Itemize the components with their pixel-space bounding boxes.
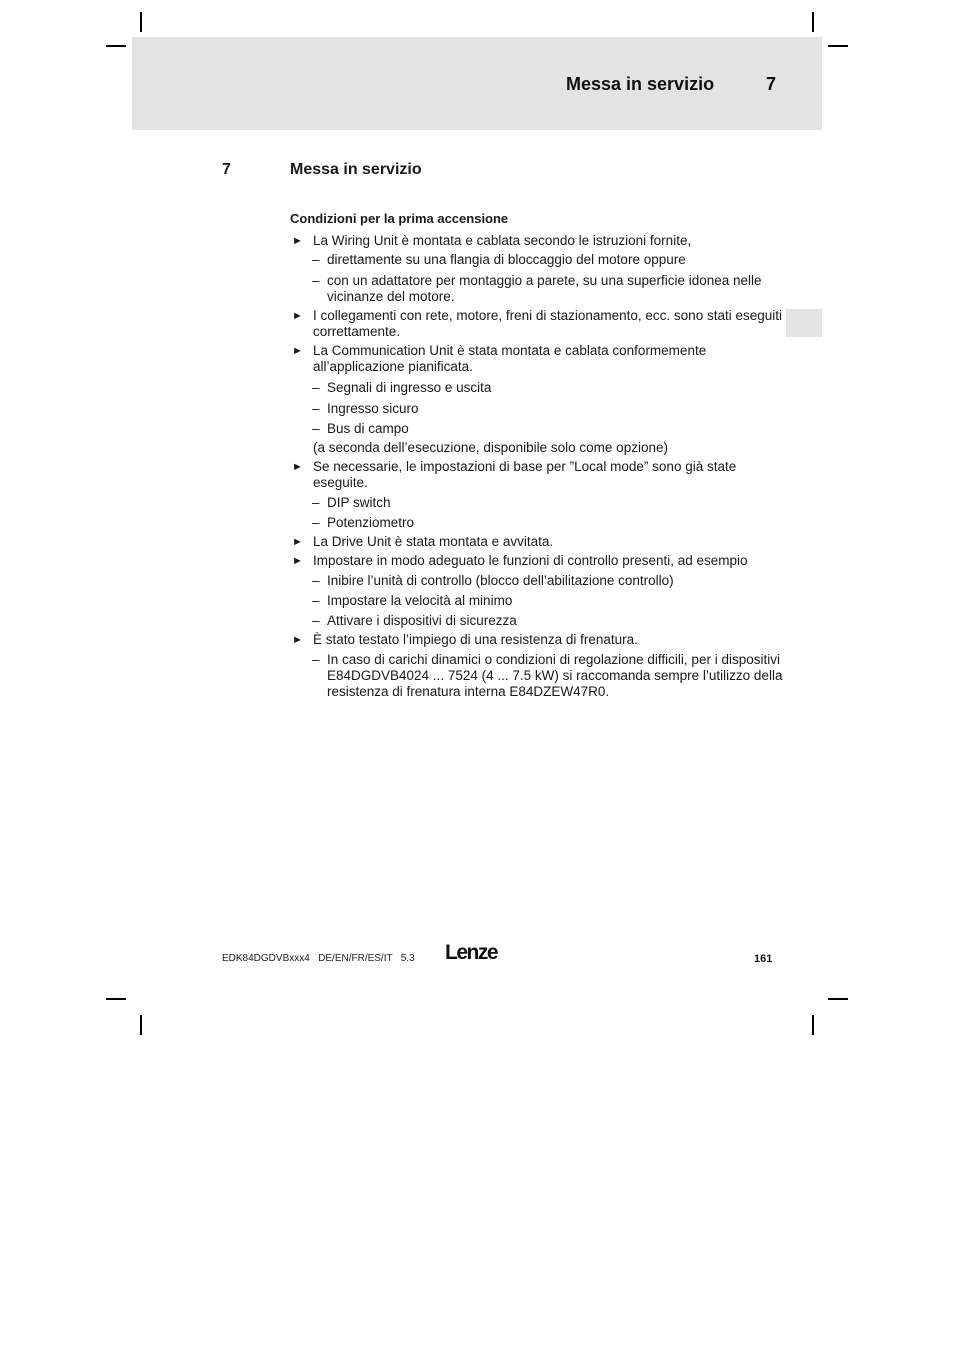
crop-mark [828,998,848,1000]
header-title: Messa in servizio [566,74,715,94]
list-item-text: Bus di campo [327,421,409,436]
list-item-dash [290,573,790,589]
list-item-dash [290,401,790,417]
crop-mark [106,998,126,1000]
header-chapter-number: 7 [766,74,777,94]
list-item-text: Potenziometro [327,515,415,530]
list-item-text: Ingresso sicuro [327,401,419,416]
dash-marker: – [312,380,320,395]
list-item-text: con un adattatore per montaggio a parete, su una superficie idonea nelle vicinanze del motore. [327,273,762,304]
list-item-dash [290,593,790,609]
list-item-text: I collegamenti con rete, motore, freni di stazionamento, ecc. sono stati eseguiti correttamente. [313,308,782,339]
dash-marker: – [312,652,320,667]
crop-mark [140,12,142,32]
footer-doc-code: EDK84DGDVBxxx4 DE/EN/FR/ES/IT 5.3 [222,953,415,964]
chapter-thumb-tab [786,309,822,337]
dash-marker: – [312,613,320,628]
page-number: 161 [754,953,773,965]
list-item-text: La Communication Unit è stata montata e cablata conformemente all’applicazione pianificata. [313,343,707,374]
list-item-note [290,440,790,456]
crop-mark [812,1015,814,1035]
list-item-dash [290,652,790,700]
section-title: Messa in servizio [290,161,422,178]
bullet-marker: ► [292,235,303,247]
crop-mark [106,45,126,47]
list-item-text: Impostare la velocità al minimo [327,593,513,608]
crop-mark [812,12,814,32]
bullet-marker: ► [292,536,303,548]
list-item-text: La Drive Unit è stata montata e avvitata. [313,534,554,549]
list-item-text: Impostare in modo adeguato le funzioni di controllo presenti, ad esempio [313,553,748,568]
list-item-bullet [290,534,790,550]
dash-marker: – [312,573,320,588]
list-item-text: In caso di carichi dinamici o condizioni di regolazione difficili, per i dispositivi E84DGDVB4024 ... 7524 (4 ... 7.5 kW) si raccomanda sempre l’utilizzo della resistenza di frenatura interna E84DZEW47R0. [327,652,783,699]
list-item-text: Inibire l’unità di controllo (blocco dell’abilitazione controllo) [327,573,674,588]
list-item-bullet [290,632,790,648]
list-item-dash [290,252,790,268]
list-item-dash [290,380,790,396]
dash-marker: – [312,273,320,288]
dash-marker: – [312,593,320,608]
list-item-text: La Wiring Unit è montata e cablata secondo le istruzioni fornite, [313,233,692,248]
list-item-text: Segnali di ingresso e uscita [327,380,492,395]
list-item-dash [290,421,790,437]
list-item-text: DIP switch [327,495,391,510]
list-item-bullet [290,553,790,569]
list-item-bullet [290,233,790,249]
list-item-text: (a seconda dell’esecuzione, disponibile solo come opzione) [313,440,668,455]
requirements-list [290,230,790,700]
dash-marker: – [312,421,320,436]
crop-mark [828,45,848,47]
bullet-marker: ► [292,310,303,322]
list-item-text: Attivare i dispositivi di sicurezza [327,613,517,628]
list-item-dash [290,273,790,305]
dash-marker: – [312,401,320,416]
dash-marker: – [312,495,320,510]
bullet-marker: ► [292,634,303,646]
list-item-dash [290,515,790,531]
dash-marker: – [312,515,320,530]
section-number: 7 [222,161,231,178]
list-item-text: È stato testato l’impiego di una resistenza di frenatura. [313,632,638,647]
bullet-marker: ► [292,555,303,567]
list-item-dash [290,613,790,629]
list-item-bullet [290,343,790,375]
list-item-bullet [290,308,790,340]
header-band [132,37,822,130]
list-item-text: Se necessarie, le impostazioni di base per ”Local mode” sono già state eseguite. [313,459,737,490]
bullet-marker: ► [292,461,303,473]
bullet-marker: ► [292,345,303,357]
dash-marker: – [312,252,320,267]
list-item-bullet [290,459,790,491]
list-item-dash [290,495,790,511]
subheading: Condizioni per la prima accensione [290,211,509,226]
crop-mark [140,1015,142,1035]
lenze-logo: Lenze [445,941,498,964]
list-item-text: direttamente su una flangia di bloccaggio del motore oppure [327,252,686,267]
